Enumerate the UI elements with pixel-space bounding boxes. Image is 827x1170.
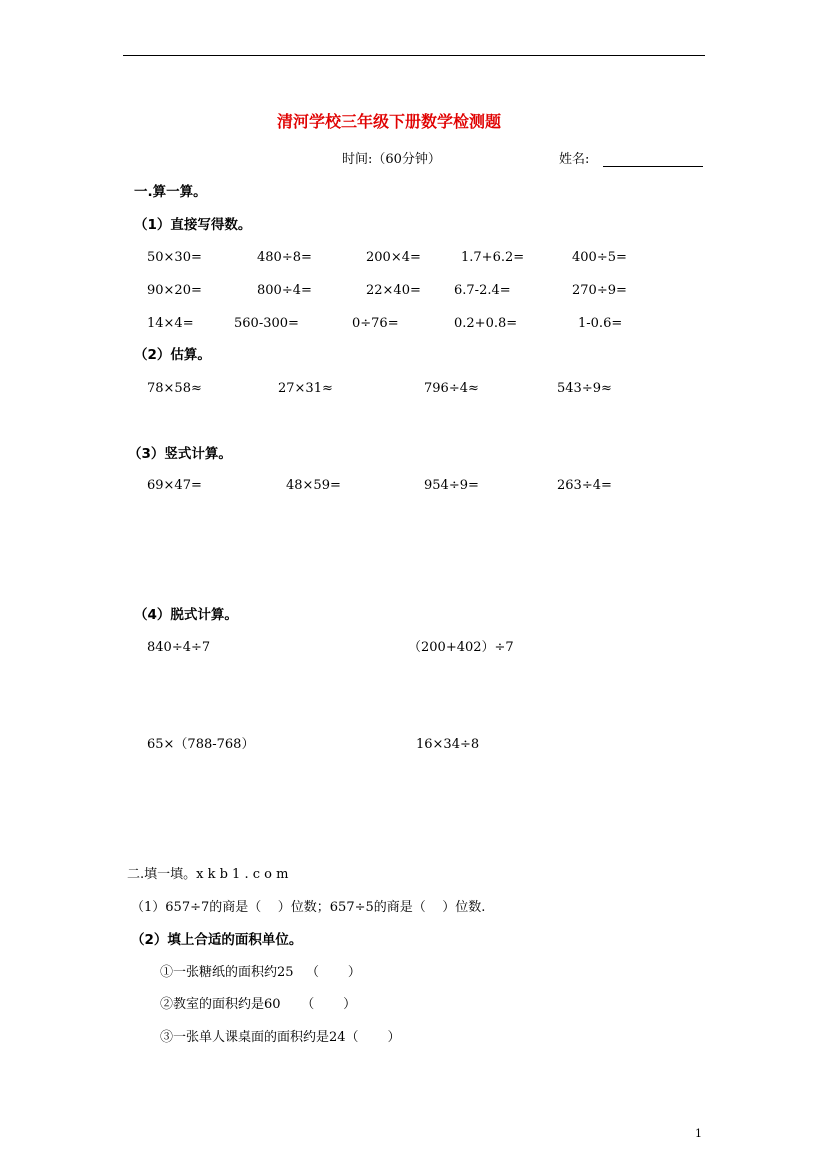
- problem: 1-0.6=: [578, 316, 623, 331]
- section1-heading: 一.算一算。: [134, 184, 207, 200]
- name-label: 姓名:: [559, 152, 590, 167]
- header-rule: [123, 55, 705, 56]
- fill-item: ②教室的面积约是60 （ ）: [160, 997, 357, 1012]
- time-label: 时间:（60分钟）: [342, 152, 441, 167]
- problem: 6.7-2.4=: [454, 283, 511, 298]
- problem: 16×34÷8: [416, 737, 480, 752]
- problem: 543÷9≈: [557, 381, 612, 396]
- part3-heading: （3）竖式计算。: [128, 446, 232, 462]
- problem: 560-300=: [234, 316, 299, 331]
- fill-item: ①一张糖纸的面积约25 （ ）: [160, 965, 361, 980]
- problem: 69×47=: [147, 478, 202, 493]
- fill-item: ③一张单人课桌面的面积约是24（ ）: [160, 1030, 401, 1045]
- problem: 90×20=: [147, 283, 202, 298]
- problem: 22×40=: [366, 283, 421, 298]
- problem: 0÷76=: [352, 316, 399, 331]
- problem: 263÷4=: [557, 478, 612, 493]
- problem: 14×4=: [147, 316, 194, 331]
- problem: 796÷4≈: [424, 381, 479, 396]
- problem: 400÷5=: [572, 250, 627, 265]
- problem: 65×（788-768）: [147, 737, 255, 752]
- problem: 1.7+6.2=: [461, 250, 525, 265]
- name-blank[interactable]: [603, 166, 703, 167]
- problem: （200+402）÷7: [408, 640, 514, 655]
- problem: 270÷9=: [572, 283, 627, 298]
- problem: 48×59=: [286, 478, 341, 493]
- section2-heading: 二.填一填。x k b 1 . c o m: [127, 867, 289, 882]
- page-title: 清河学校三年级下册数学检测题: [277, 112, 502, 131]
- problem: 800÷4=: [257, 283, 312, 298]
- part4-heading: （4）脱式计算。: [134, 607, 238, 623]
- part2-heading: （2）估算。: [134, 347, 211, 363]
- fill-question-heading: （2）填上合适的面积单位。: [131, 932, 303, 948]
- problem: 78×58≈: [147, 381, 202, 396]
- problem: 480÷8=: [257, 250, 312, 265]
- problem: 200×4=: [366, 250, 421, 265]
- part1-heading: （1）直接写得数。: [134, 217, 252, 233]
- problem: 50×30=: [147, 250, 202, 265]
- problem: 27×31≈: [278, 381, 333, 396]
- problem: 0.2+0.8=: [454, 316, 518, 331]
- page-number: 1: [695, 1127, 702, 1140]
- problem: 954÷9=: [424, 478, 479, 493]
- problem: 840÷4÷7: [147, 640, 211, 655]
- fill-question: （1）657÷7的商是（ ）位数；657÷5的商是（ ）位数.: [131, 900, 486, 915]
